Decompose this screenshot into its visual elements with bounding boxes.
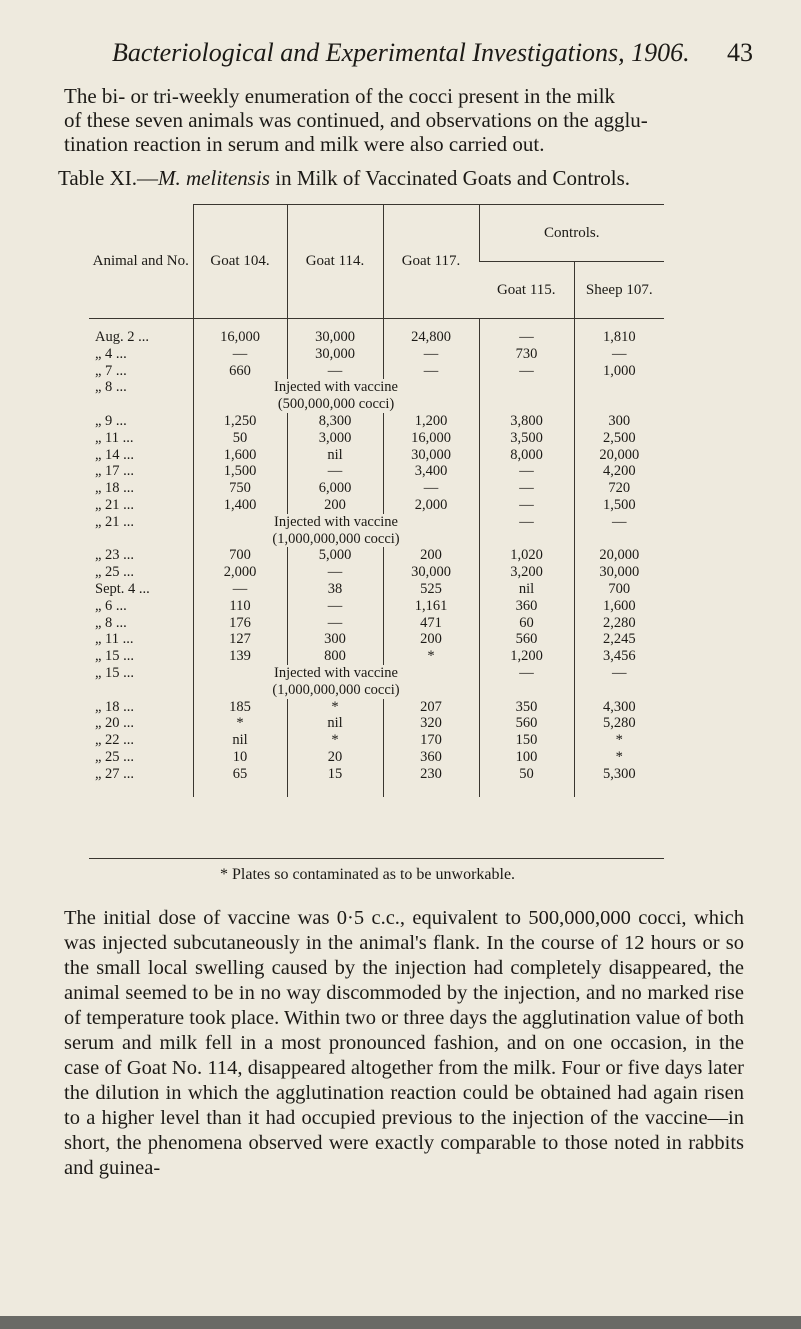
cell-goat-115: 560	[479, 715, 574, 732]
injection-note: Injected with vaccine	[193, 665, 479, 682]
cell-goat-115: 730	[479, 346, 574, 363]
table-row	[89, 363, 664, 380]
cell-sheep-107: 4,200	[574, 463, 664, 480]
cell-sheep-107: 20,000	[574, 547, 664, 564]
cell-goat-114: 6,000	[287, 480, 383, 497]
cell-goat-114: 20	[287, 749, 383, 766]
cell-goat-115: —	[479, 329, 574, 346]
cell-sheep-107: —	[574, 514, 664, 531]
cell-sheep-107: 1,600	[574, 598, 664, 615]
cell-sheep-107: 1,810	[574, 329, 664, 346]
cell-goat-104: 750	[193, 480, 287, 497]
cell-sheep-107: —	[574, 346, 664, 363]
table-row	[89, 497, 664, 514]
row-label: „ 22 ...	[95, 732, 135, 749]
row-label: „ 9 ...	[95, 412, 127, 429]
table-title-prefix: Table XI.—	[58, 166, 158, 190]
row-label: „ 4 ...	[95, 345, 127, 362]
cell-goat-117: 30,000	[383, 447, 479, 464]
cell-goat-117: 16,000	[383, 430, 479, 447]
cell-goat-114: 38	[287, 581, 383, 598]
injection-note: (1,000,000,000 cocci)	[193, 682, 479, 699]
table-row	[89, 480, 664, 497]
table-row	[89, 699, 664, 716]
cell-goat-117: *	[383, 648, 479, 665]
cell-goat-117: 200	[383, 547, 479, 564]
cell-goat-115: 8,000	[479, 447, 574, 464]
table-title-organism: M. melitensis	[158, 166, 270, 190]
cell-goat-115: 100	[479, 749, 574, 766]
cell-goat-104: 660	[193, 363, 287, 380]
cell-goat-117: 2,000	[383, 497, 479, 514]
cell-goat-115	[479, 379, 574, 396]
table-row	[89, 547, 664, 564]
header-goat-115: Goat 115.	[496, 281, 556, 298]
intro-line-3: tination reaction in serum and milk were also carried out.	[64, 132, 545, 156]
cell-sheep-107: 2,500	[574, 430, 664, 447]
cell-goat-115: 50	[479, 766, 574, 783]
cell-sheep-107: 1,500	[574, 497, 664, 514]
table-bottom-rule	[89, 858, 664, 859]
cell-goat-114: 8,300	[287, 413, 383, 430]
cell-goat-115: —	[479, 480, 574, 497]
cell-goat-115: 350	[479, 699, 574, 716]
cell-goat-104: 1,500	[193, 463, 287, 480]
cell-goat-114: 30,000	[287, 329, 383, 346]
injection-note: Injected with vaccine	[193, 514, 479, 531]
table-row	[89, 329, 664, 346]
header-goat-117: Goat 117.	[383, 205, 479, 319]
table-row	[89, 631, 664, 648]
cell-goat-104: —	[193, 346, 287, 363]
cell-goat-115: nil	[479, 581, 574, 598]
cell-goat-117: 30,000	[383, 564, 479, 581]
row-label	[89, 531, 193, 548]
cell-goat-115: —	[479, 363, 574, 380]
table-row	[89, 413, 664, 430]
cell-sheep-107: 700	[574, 581, 664, 598]
cell-goat-115: 3,200	[479, 564, 574, 581]
cell-sheep-107: 2,245	[574, 631, 664, 648]
cell-goat-114: 15	[287, 766, 383, 783]
cell-sheep-107: 20,000	[574, 447, 664, 464]
table-row	[89, 598, 664, 615]
row-label: „ 7 ...	[95, 362, 127, 379]
cell-goat-104: 110	[193, 598, 287, 615]
cell-goat-114: —	[287, 598, 383, 615]
row-label: Aug. 2 ...	[95, 329, 149, 345]
cell-goat-115	[479, 396, 574, 413]
cell-sheep-107: 5,280	[574, 715, 664, 732]
cell-goat-117: —	[383, 346, 479, 363]
cell-goat-114: *	[287, 732, 383, 749]
intro-line-2: of these seven animals was continued, and observations on the agglu-	[64, 108, 648, 132]
cell-goat-104: 65	[193, 766, 287, 783]
cell-goat-114: 200	[287, 497, 383, 514]
cell-goat-114: —	[287, 463, 383, 480]
row-label: „ 15 ...	[95, 648, 135, 665]
row-label: „ 14 ...	[95, 446, 135, 463]
cell-goat-104: *	[193, 715, 287, 732]
cell-sheep-107	[574, 379, 664, 396]
row-label	[89, 682, 193, 699]
cell-goat-115: —	[479, 514, 574, 531]
cell-goat-115: —	[479, 463, 574, 480]
cell-goat-104: nil	[193, 732, 287, 749]
table-body	[89, 319, 664, 797]
cell-sheep-107: 4,300	[574, 699, 664, 716]
row-label: „ 21 ...	[95, 496, 135, 513]
cell-goat-114: 5,000	[287, 547, 383, 564]
table-row	[89, 564, 664, 581]
data-table	[89, 204, 664, 797]
cell-goat-104: 176	[193, 615, 287, 632]
table-note-row	[89, 531, 664, 548]
cell-goat-104: 1,600	[193, 447, 287, 464]
cell-sheep-107: 30,000	[574, 564, 664, 581]
table-row	[89, 766, 664, 783]
cell-sheep-107: —	[574, 665, 664, 682]
row-label: „ 25 ...	[95, 748, 135, 765]
cell-goat-115: 3,800	[479, 413, 574, 430]
table-title-rest: in Milk of Vaccinated Goats and Controls.	[269, 166, 631, 190]
cell-goat-117: —	[383, 363, 479, 380]
row-label: „ 21 ...	[95, 513, 135, 530]
page-edge-band	[0, 1316, 801, 1329]
header-animal: Animal and No.	[92, 252, 189, 269]
table-row	[89, 447, 664, 464]
header-goat-114: Goat 114.	[287, 205, 383, 319]
row-label: „ 27 ...	[95, 765, 135, 782]
cell-sheep-107: 1,000	[574, 363, 664, 380]
cell-goat-117: 360	[383, 749, 479, 766]
cell-sheep-107: 300	[574, 413, 664, 430]
cell-goat-114: —	[287, 363, 383, 380]
header-sheep-107: Sheep 107.	[574, 262, 664, 319]
cell-goat-104: —	[193, 581, 287, 598]
injection-note: (500,000,000 cocci)	[193, 396, 479, 413]
table-row	[89, 430, 664, 447]
cell-goat-115: 560	[479, 631, 574, 648]
table-note-row	[89, 379, 664, 396]
row-label: „ 17 ...	[95, 463, 135, 480]
cell-goat-117: 1,161	[383, 598, 479, 615]
cell-goat-115: —	[479, 665, 574, 682]
table-title	[58, 166, 630, 191]
cell-goat-115: 3,500	[479, 430, 574, 447]
cell-goat-117: 471	[383, 615, 479, 632]
header-controls: Controls.	[479, 205, 664, 262]
row-label: „ 15 ...	[95, 664, 135, 681]
cell-goat-115: 150	[479, 732, 574, 749]
table-note-row	[89, 514, 664, 531]
page-number: 43	[727, 38, 753, 67]
intro-line-1: The bi- or tri-weekly enumeration of the cocci present in the milk	[64, 84, 616, 108]
cell-goat-115: 1,200	[479, 648, 574, 665]
cell-goat-104: 1,400	[193, 497, 287, 514]
cell-goat-117: 1,200	[383, 413, 479, 430]
cell-goat-117: 200	[383, 631, 479, 648]
row-label: „ 20 ...	[95, 715, 135, 732]
cell-goat-114: 3,000	[287, 430, 383, 447]
cell-sheep-107	[574, 531, 664, 548]
row-label: „ 6 ...	[95, 597, 127, 614]
cell-goat-104: 700	[193, 547, 287, 564]
header-goat-104: Goat 104.	[193, 205, 287, 319]
cell-goat-117: 320	[383, 715, 479, 732]
cell-sheep-107	[574, 682, 664, 699]
cell-sheep-107: *	[574, 732, 664, 749]
cell-goat-115: 1,020	[479, 547, 574, 564]
cell-goat-114: *	[287, 699, 383, 716]
cell-goat-115: 60	[479, 615, 574, 632]
row-label: „ 11 ...	[95, 429, 134, 446]
row-label: „ 25 ...	[95, 564, 135, 581]
table-note-row	[89, 396, 664, 413]
injection-note: (1,000,000,000 cocci)	[193, 531, 479, 548]
table-footnote: * Plates so contaminated as to be unworkable.	[220, 866, 516, 883]
cell-goat-115	[479, 682, 574, 699]
cell-goat-114: nil	[287, 447, 383, 464]
cell-goat-117: 24,800	[383, 329, 479, 346]
cell-goat-117: 207	[383, 699, 479, 716]
row-label	[89, 396, 193, 413]
row-label: Sept. 4 ...	[95, 580, 150, 597]
cell-goat-114: —	[287, 615, 383, 632]
row-label: „ 11 ...	[95, 631, 134, 648]
cell-goat-114: 30,000	[287, 346, 383, 363]
table-note-row	[89, 682, 664, 699]
cell-goat-114: 300	[287, 631, 383, 648]
injection-note: Injected with vaccine	[193, 379, 479, 396]
row-label: „ 18 ...	[95, 698, 135, 715]
cell-goat-117: 230	[383, 766, 479, 783]
cell-sheep-107: *	[574, 749, 664, 766]
cell-goat-115: 360	[479, 598, 574, 615]
table-row	[89, 615, 664, 632]
cell-goat-114: nil	[287, 715, 383, 732]
cell-goat-104: 16,000	[193, 329, 287, 346]
cell-goat-117: 525	[383, 581, 479, 598]
cell-goat-115: —	[479, 497, 574, 514]
row-label: „ 23 ...	[95, 547, 135, 564]
row-label: „ 8 ...	[95, 379, 127, 396]
cell-sheep-107	[574, 396, 664, 413]
cell-sheep-107: 720	[574, 480, 664, 497]
cell-sheep-107: 5,300	[574, 766, 664, 783]
table-row	[89, 648, 664, 665]
cell-goat-114: —	[287, 564, 383, 581]
table-note-row	[89, 665, 664, 682]
cell-goat-104: 127	[193, 631, 287, 648]
cell-goat-104: 10	[193, 749, 287, 766]
table-row	[89, 715, 664, 732]
cell-goat-117: —	[383, 480, 479, 497]
table-row	[89, 732, 664, 749]
cell-goat-104: 2,000	[193, 564, 287, 581]
cell-goat-104: 50	[193, 430, 287, 447]
running-head: Bacteriological and Experimental Investigations, 1906.	[112, 38, 690, 67]
table-row	[89, 749, 664, 766]
cell-goat-104: 139	[193, 648, 287, 665]
table-row	[89, 346, 664, 363]
table-row	[89, 463, 664, 480]
cell-sheep-107: 3,456	[574, 648, 664, 665]
row-label: „ 8 ...	[95, 614, 127, 631]
cell-goat-114: 800	[287, 648, 383, 665]
cell-goat-117: 3,400	[383, 463, 479, 480]
cell-goat-104: 185	[193, 699, 287, 716]
cell-goat-115	[479, 531, 574, 548]
cell-goat-104: 1,250	[193, 413, 287, 430]
row-label: „ 18 ...	[95, 480, 135, 497]
cell-goat-117: 170	[383, 732, 479, 749]
table-row	[89, 581, 664, 598]
cell-sheep-107: 2,280	[574, 615, 664, 632]
body-paragraph: The initial dose of vaccine was 0·5 c.c., equivalent to 500,000,000 cocci, which was injected subcutaneously in the animal's flank. In the course of 12 hours or so the small local swelling caused by the injection had completely disappeared, the animal seemed to be in no way discommoded by the injection, and no marked rise of temperature took place. Within two or three days the agglutination value of both serum and milk fell in a most pronounced fashion, and on one occasion, in the case of Goat No. 114, disappeared altogether from the milk. Four or five days later the dilution in which the agglutination reaction could be obtained had again risen to a higher level than it had occupied previous to the injection of the vaccine—in short, the phenomena observed were exactly comparable to those noted in rabbits and guinea-	[64, 907, 744, 1179]
